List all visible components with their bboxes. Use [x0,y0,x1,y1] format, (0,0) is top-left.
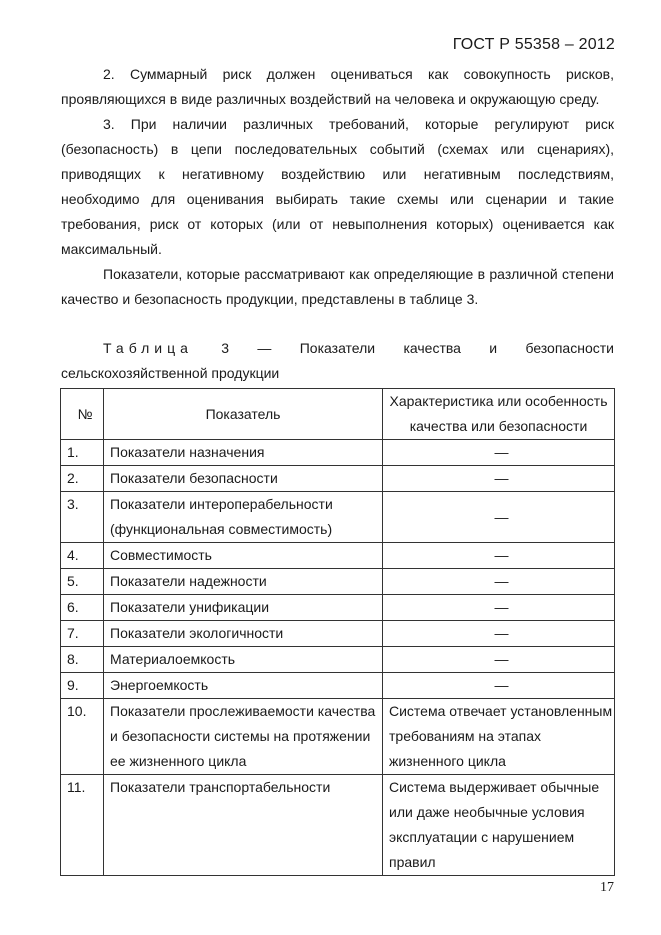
table-row [61,621,615,647]
row-indicator: Показатели экологичности [104,621,383,647]
row-characteristic: — [383,440,615,466]
page-number: 17 [600,880,614,895]
table-row [61,699,615,775]
header-indicator: Показатель [104,389,383,440]
caption-word: Таблица [103,340,193,356]
row-characteristic: — [383,569,615,595]
table-header-row [61,389,615,440]
row-characteristic: — [383,543,615,569]
paragraph-indicators: Показатели, которые рассматривают как определяющие в различной степени качество и безопасность продукции, представлены в таблице 3. [61,266,614,307]
row-indicator: Энергоемкость [104,673,383,699]
row-characteristic: Система выдерживает обычные или даже необычные условия эксплуатации с нарушением правил [383,775,615,876]
row-characteristic: — [383,492,615,543]
document-header: ГОСТ Р 55358 – 2012 [452,36,615,53]
paragraph-3: 3. При наличии различных требований, которые регулируют риск (безопасность) в цепи последовательных событий (схемах или сценариях), приводящих к негативному воздействию или негативным последствиям, необходимо для оценивания выбирать такие схемы или сценарии и такие требования, риск от которых (или от невыполнения которых) оценивается как максимальный. [61,116,614,257]
row-indicator: Материалоемкость [104,647,383,673]
row-characteristic: — [383,466,615,492]
caption-part1: Показатели [299,340,376,356]
row-num: 9. [61,673,104,699]
row-num: 10. [61,699,104,775]
row-indicator: Показатели надежности [104,569,383,595]
table-row [61,647,615,673]
table-row [61,492,615,543]
paragraph-2: 2. Суммарный риск должен оцениваться как совокупность рисков, проявляющихся в виде различных воздействий на человека и окружающую среду. [61,66,614,107]
table-row [61,673,615,699]
row-indicator: Показатели безопасности [104,466,383,492]
row-indicator: Показатели прослеживаемости качества и безопасности системы на протяжении ее жизненного цикла [104,699,383,775]
header-characteristic: Характеристика или особенность качества или безопасности [383,389,615,440]
row-num: 8. [61,647,104,673]
row-num: 1. [61,440,104,466]
row-indicator: Показатели интероперабельности (функциональная совместимость) [104,492,383,543]
row-num: 6. [61,595,104,621]
caption-dash: — [257,340,272,356]
table-row [61,775,615,876]
row-num: 3. [61,492,104,543]
caption-number: 3 [221,340,230,356]
table-row [61,595,615,621]
row-num: 2. [61,466,104,492]
row-indicator: Показатели транспортабельности [104,775,383,876]
row-characteristic: Система отвечает установленным требованиям на этапах жизненного цикла [383,699,615,775]
row-num: 11. [61,775,104,876]
body-text [61,62,614,312]
caption-part3: и [489,340,498,356]
row-num: 4. [61,543,104,569]
row-characteristic: — [383,595,615,621]
table-row [61,440,615,466]
row-num: 5. [61,569,104,595]
caption-line2: сельскохозяйственной продукции [61,365,280,381]
header-num: № [61,389,104,440]
row-indicator: Показатели унификации [104,595,383,621]
row-num: 7. [61,621,104,647]
caption-part2: качества [403,340,461,356]
table-3 [60,388,615,876]
row-characteristic: — [383,621,615,647]
row-indicator: Показатели назначения [104,440,383,466]
table-caption [61,336,614,386]
caption-part4: безопасности [525,340,614,356]
table-row [61,543,615,569]
row-characteristic: — [383,673,615,699]
table-row [61,466,615,492]
row-indicator: Совместимость [104,543,383,569]
table-row [61,569,615,595]
row-characteristic: — [383,647,615,673]
